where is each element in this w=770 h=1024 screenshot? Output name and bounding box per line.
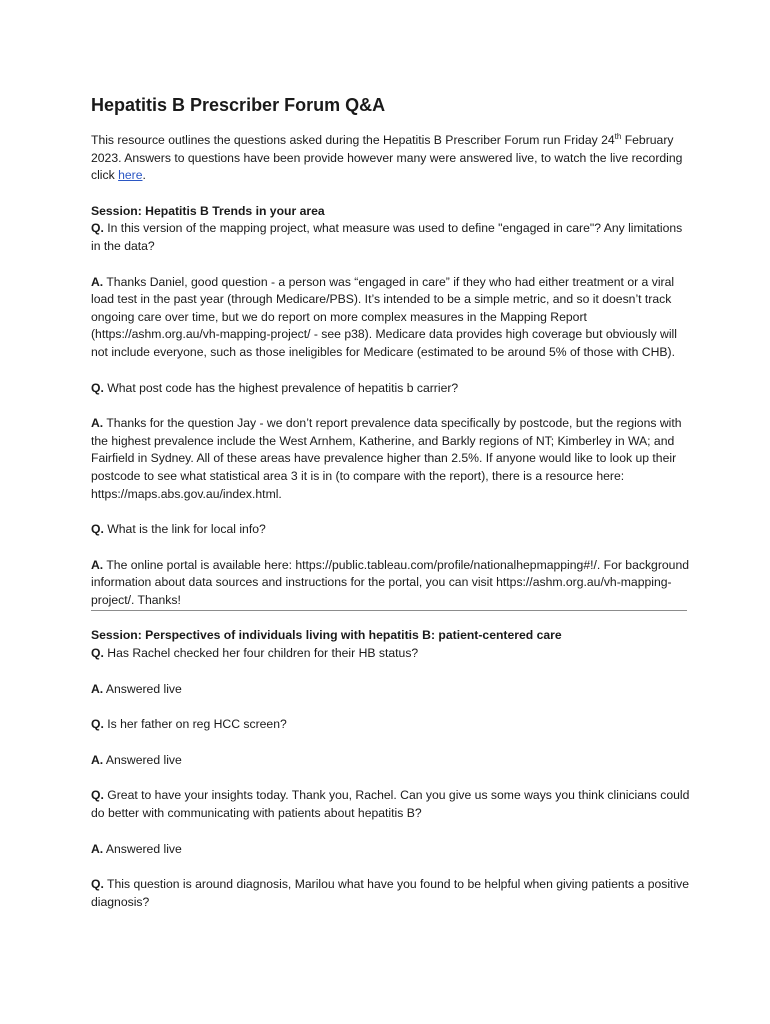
answer-text: Thanks Daniel, good question - a person was “engaged in care” if they who had either treatment or a viral load test in the past year (through Medicare/PBS). It’s intended to be a simple metric, and so it doesn’t track ongoing care over time, but we do report on more complex measures in the Mapping Report (https://ashm.org.au/vh-mapping-project/ - see p38). Medicare data provides high coverage but obviously will not include everyone, such as those ineligibles for Medicare (estimated to be around 5% of those with CHB).: [91, 274, 677, 359]
q-prefix: Q.: [91, 221, 104, 236]
answer-text: Answered live: [103, 841, 182, 856]
q-prefix: Q.: [91, 380, 104, 395]
question-4: [91, 645, 691, 663]
intro-period: .: [142, 168, 146, 183]
recording-link[interactable]: here: [118, 168, 143, 183]
question-1: [91, 220, 691, 255]
a-prefix: A.: [91, 416, 104, 431]
question-text: In this version of the mapping project, what measure was used to define "engaged in care"? Any limitations in the data?: [91, 221, 683, 253]
q-prefix: Q.: [91, 522, 104, 537]
answer-text: The online portal is available here: https://public.tableau.com/profile/nationalhepmapping#!/. For background information about data sources and instructions for the portal, you can visit https://ashm.org.au/vh-mapping-project/. Thanks!: [91, 557, 690, 607]
intro-superscript: th: [614, 132, 622, 141]
a-prefix: A.: [91, 557, 104, 572]
session-heading-perspectives: Session: Perspectives of individuals living with hepatitis B: patient-centered care: [91, 628, 562, 643]
intro-text-end: February 2023. Answers to questions have been provide however many were answered live, to watch the live recording click: [91, 133, 683, 183]
a-prefix: A.: [91, 681, 104, 696]
answer-4: [91, 681, 691, 699]
answer-6: [91, 841, 691, 859]
question-text: Great to have your insights today. Thank you, Rachel. Can you give us some ways you think clinicians could do better with communicating with patients about hepatitis B?: [91, 788, 690, 821]
a-prefix: A.: [91, 841, 104, 856]
a-prefix: A.: [91, 274, 104, 289]
answer-3: [91, 557, 691, 610]
section-divider: [91, 610, 687, 611]
q-prefix: Q.: [91, 788, 104, 803]
question-7: [91, 876, 691, 911]
answer-text: Thanks for the question Jay - we don’t report prevalence data specifically by postcode, but the regions with the highest prevalence include the West Arnhem, Katherine, and Barkly regions of NT; Kimberley in WA; and Fairfield in Sydney. All of these areas have prevalence higher than 2.5%. If anyone would like to look up their postcode to see what statistical area 3 it is in (to compare with the report), there is a resource here: https://maps.abs.gov.au/index.html.: [91, 416, 682, 501]
question-5: [91, 716, 691, 734]
a-prefix: A.: [91, 752, 104, 767]
answer-1: [91, 274, 691, 362]
answer-2: [91, 415, 691, 503]
question-text: This question is around diagnosis, Marilou what have you found to be helpful when giving patients a positive diagnosis?: [91, 877, 690, 909]
q-prefix: Q.: [91, 646, 104, 661]
question-text: What is the link for local info?: [103, 522, 266, 537]
question-text: What post code has the highest prevalence of hepatitis b carrier?: [103, 380, 459, 395]
question-3: [91, 521, 691, 539]
document-page: [91, 92, 691, 911]
page-title: Hepatitis B Prescriber Forum Q&A: [91, 95, 386, 115]
question-text: Is her father on reg HCC screen?: [103, 717, 287, 732]
intro-paragraph: [91, 132, 691, 185]
question-text: Has Rachel checked her four children for their HB status?: [103, 646, 419, 661]
intro-text-start: This resource outlines the questions asked during the Hepatitis B Prescriber Forum run Friday 24: [91, 133, 615, 147]
q-prefix: Q.: [91, 877, 104, 892]
question-6: [91, 787, 691, 822]
q-prefix: Q.: [91, 717, 104, 732]
session-heading-trends: Session: Hepatitis B Trends in your area: [91, 203, 325, 218]
answer-text: Answered live: [103, 681, 182, 696]
answer-text: Answered live: [103, 752, 182, 767]
answer-5: [91, 752, 691, 770]
question-2: [91, 380, 691, 398]
